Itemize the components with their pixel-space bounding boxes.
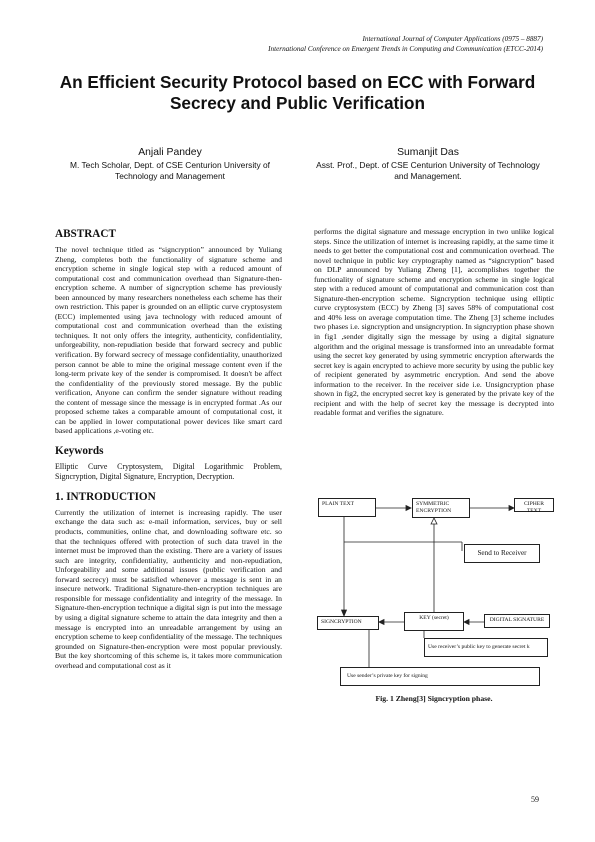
- page-number: 59: [531, 795, 539, 804]
- secret-key-box: KEY (secret): [404, 612, 464, 631]
- author-name: Anjali Pandey: [138, 147, 202, 158]
- paper-title: An Efficient Security Protocol based on ECC with Forward Secrecy and Public Verification: [59, 72, 536, 113]
- send-to-receiver-box: Send to Receiver: [464, 544, 540, 563]
- left-column: [55, 227, 282, 670]
- author-affiliation: M. Tech Scholar, Dept. of CSE Centurion University of Technology and Management: [70, 160, 270, 181]
- signcryption-diagram: [314, 490, 554, 700]
- author-affiliation: Asst. Prof., Dept. of CSE Centurion University of Technology and Management.: [316, 160, 540, 181]
- arrow-head: [379, 620, 384, 625]
- abstract-heading: ABSTRACT: [55, 228, 116, 240]
- digital-signature-box: DIGITAL SIGNATURE: [484, 614, 550, 628]
- right-column: [314, 227, 554, 418]
- sender-key-box: Use sender’s private key for signing: [340, 667, 540, 686]
- symmetric-encryption-box: SYMMETRIC ENCRYPTION: [412, 498, 470, 518]
- journal-name: International Journal of Computer Applications (0975 – 8887): [362, 35, 543, 43]
- author-name: Sumanjit Das: [397, 147, 459, 158]
- arrow-head: [464, 620, 469, 625]
- abstract-text: The novel technique titled as “signcryption” announced by Yuliang Zheng, completes both the functionality of signature scheme and encryption scheme in single logical step with a reduced amount of computational cost and communication overhead than Signature-then-encryption scheme. A number of signcryption scheme has previously been announced by many researchers nonetheless each scheme has their own restriction. This paper is grounded on an elliptic curve cryptosystem (ECC) implemented using java technology with reduced amount of computational cost and communication overhead than the existing techniques. It not only offers the integrity, authenticity, confidentiality, unforgeability, non-repudiation beside that forward secrecy and public verification. By forward secrecy of message confidentiality, unauthorized person cannot be able to mine the original message content even if the long-term private key of the sender is compromised. It doesn't be affect the confidentiality of the previously stored message. By the public verification, Anyone can confirm the sender signature without reading the content of message since the message is in encrypted format .As our proposed scheme takes a comparable amount of computational cost, it can be applied in lower computational power devices like smart card based applications ,e-voting etc.: [55, 245, 282, 436]
- introduction-heading: 1. INTRODUCTION: [55, 490, 156, 503]
- keywords-heading: Keywords: [55, 444, 104, 457]
- arrow-head: [431, 518, 437, 524]
- author-1: [70, 146, 270, 181]
- figure-caption: Fig. 1 Zheng[3] Signcryption phase.: [375, 694, 493, 703]
- receiver-key-box: Use receiver’s public key to generate secret k: [424, 638, 548, 657]
- conference-name: International Conference on Emergent Trends in Computing and Communication (ETCC-2014): [268, 45, 543, 53]
- arrow-head: [406, 506, 411, 511]
- cipher-text-box: CIPHER TEXT: [514, 498, 554, 512]
- journal-header: [268, 34, 543, 54]
- plain-text-box: PLAIN TEXT: [318, 498, 376, 517]
- signcryption-box: SIGNCRYPTION: [317, 616, 379, 630]
- keywords-text: Elliptic Curve Cryptosystem, Digital Logarithmic Problem, Signcryption, Digital Signature, Encryption, Decryption.: [55, 461, 282, 481]
- right-column-text: performs the digital signature and message encryption in two unlike logical steps. Since the utilization of internet is increasing rapidly, at the same time it needs to get better the computational cost and communication overhead. The novel technique in public key cryptography named as “signcryption” based on DLP announced by Yuliang Zheng [1], accomplishes together the functionality of signature scheme and encryption scheme in single logical step with a reduced amount of computational and communication cost than Signature-then-encryption scheme. Signcryption technique using elliptic curve cryptosystem (ECC) by Zheng [3] saves 58% of computational cost and 40% less on average computation time. The Zheng [3] scheme includes two phases i.e. signcryption and unsigncryption. In signcryption phase shown in fig1 ,sender digitally sign the message by using a digital signature algorithm and the original message is transformed into an unreadable format using the secret key generated by using symmetric encryption afterwards the secret key is again encrypted to achieve more security by using the public key of recipient generated by asymmetric encryption. And send the above information to the receiver. In the receiver side i.e. Unsigncryption phase shown in fig2, the encrypted secret key is generated by the private key of the recipient and with the help of secret key the message is decrypted into readable format and verifies the signature.: [314, 227, 554, 418]
- author-2: [312, 146, 544, 181]
- introduction-text: Currently the utilization of internet is increasing rapidly. The user exchange the data such as: e-mail information, services, buy or sell products, communities, online chat, and downloading software etc. so that the techniques offered with protection of such data travel in the internet must be improved than the existing. There are a variety of issues such are integrity, confidentiality, authenticity and non-repudiation, Unforgeability and some additional issues (public verification and forward secrecy) must be satisfied whenever a message is sent in an insecure network. Traditional Signature-then-encryption techniques are responsible for message confidentiality and integrity of the message. In Signature-then-encryption technique a digital sign is put into the message by using a digital signature scheme to attain the data integrity and then a message is encrypted into an unreadable arrangement by using an encryption scheme to keep confidentiality of the message. The techniques grounded on Signature-then-encryption were most popular previously. But the key shortcoming of this scheme is, it takes more communication overhead and computational cost as it: [55, 507, 282, 670]
